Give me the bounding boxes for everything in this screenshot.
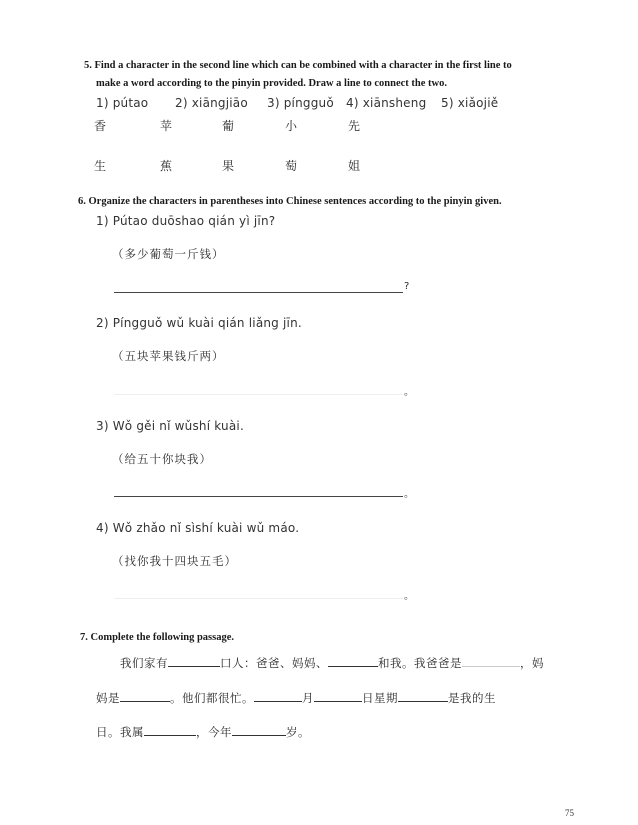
- q7-blank-4[interactable]: [120, 689, 170, 702]
- q7-blank-7[interactable]: [398, 689, 448, 702]
- q6-item2-pinyin: 2) Píngguǒ wǔ kuài qián liǎng jīn.: [96, 316, 302, 330]
- q7-text-1: 我们家有: [120, 656, 168, 670]
- q6-item1-end-mark: ?: [404, 281, 411, 292]
- q6-item3-pinyin: 3) Wǒ gěi nǐ wǔshí kuài.: [96, 419, 244, 433]
- q7-blank-1[interactable]: [168, 654, 220, 667]
- q5-char-bottom-4[interactable]: 萄: [285, 159, 298, 173]
- q6-item1-pinyin: 1) Pútao duōshao qián yì jīn?: [96, 214, 276, 228]
- q7-passage-line2: [96, 689, 496, 706]
- q6-item4-end-mark: 。: [404, 591, 415, 602]
- q6-item3-end-mark: 。: [404, 489, 415, 500]
- q6-item4-answer-line[interactable]: [114, 598, 403, 599]
- q6-item1-answer-line[interactable]: [114, 292, 403, 293]
- q5-pinyin-4: 4) xiānsheng: [346, 96, 427, 110]
- q6-item4-pinyin: 4) Wǒ zhǎo nǐ sìshí kuài wǔ máo.: [96, 521, 300, 535]
- q5-char-bottom-3[interactable]: 果: [222, 159, 235, 173]
- q5-pinyin-3: 3) píngguǒ: [267, 96, 334, 110]
- q7-text-6: 。他们都很忙。: [170, 691, 254, 705]
- q6-item1-characters: （多少葡萄一斤钱）: [112, 247, 225, 261]
- q6-item3-characters: （给五十你块我）: [112, 452, 212, 466]
- q7-blank-5[interactable]: [254, 689, 302, 702]
- q7-text-10: 日。我属: [96, 725, 144, 739]
- q7-text-7: 月: [302, 691, 314, 705]
- q5-pinyin-1: 1) pútao: [96, 96, 149, 110]
- q7-text-5: 妈是: [96, 691, 120, 705]
- q6-item3-answer-line[interactable]: [114, 496, 403, 497]
- q5-pinyin-2: 2) xiāngjiāo: [175, 96, 248, 110]
- q5-char-bottom-1[interactable]: 生: [94, 159, 107, 173]
- q5-instruction-line2: make a word according to the pinyin provided. Draw a line to connect the two.: [96, 78, 447, 89]
- q7-passage-line3: [96, 723, 310, 740]
- q6-item2-end-mark: 。: [404, 387, 415, 398]
- q7-blank-6[interactable]: [314, 689, 362, 702]
- q7-text-11: ，今年: [196, 725, 232, 739]
- q5-char-bottom-2[interactable]: 蕉: [160, 159, 173, 173]
- q7-blank-8[interactable]: [144, 723, 196, 736]
- q5-char-top-2[interactable]: 苹: [160, 119, 173, 133]
- q7-text-3: 和我。我爸爸是: [378, 656, 462, 670]
- q6-item2-characters: （五块苹果钱斤两）: [112, 349, 225, 363]
- q7-blank-3[interactable]: [462, 654, 520, 667]
- q7-blank-2[interactable]: [328, 654, 378, 667]
- page-number: 75: [565, 808, 574, 818]
- q7-text-12: 岁。: [286, 725, 310, 739]
- q5-char-top-4[interactable]: 小: [285, 119, 298, 133]
- q5-pinyin-5: 5) xiǎojiě: [441, 96, 499, 110]
- q5-char-top-3[interactable]: 葡: [222, 119, 235, 133]
- q7-blank-9[interactable]: [232, 723, 286, 736]
- q7-passage-line1: [120, 654, 544, 671]
- q6-item4-characters: （找你我十四块五毛）: [112, 554, 237, 568]
- q6-instruction: 6. Organize the characters in parentheses into Chinese sentences according to the pinyin given.: [78, 196, 502, 207]
- q6-item2-answer-line[interactable]: [114, 394, 403, 395]
- q5-char-top-1[interactable]: 香: [94, 119, 107, 133]
- q5-instruction-line1: 5. Find a character in the second line which can be combined with a character in the first line to: [84, 60, 512, 71]
- q7-text-4: ，妈: [520, 656, 544, 670]
- q5-char-bottom-5[interactable]: 姐: [348, 159, 361, 173]
- q7-text-9: 是我的生: [448, 691, 496, 705]
- q7-instruction: 7. Complete the following passage.: [80, 632, 234, 643]
- q7-text-8: 日星期: [362, 691, 398, 705]
- q7-text-2: 口人：爸爸、妈妈、: [220, 656, 328, 670]
- q5-char-top-5[interactable]: 先: [348, 119, 361, 133]
